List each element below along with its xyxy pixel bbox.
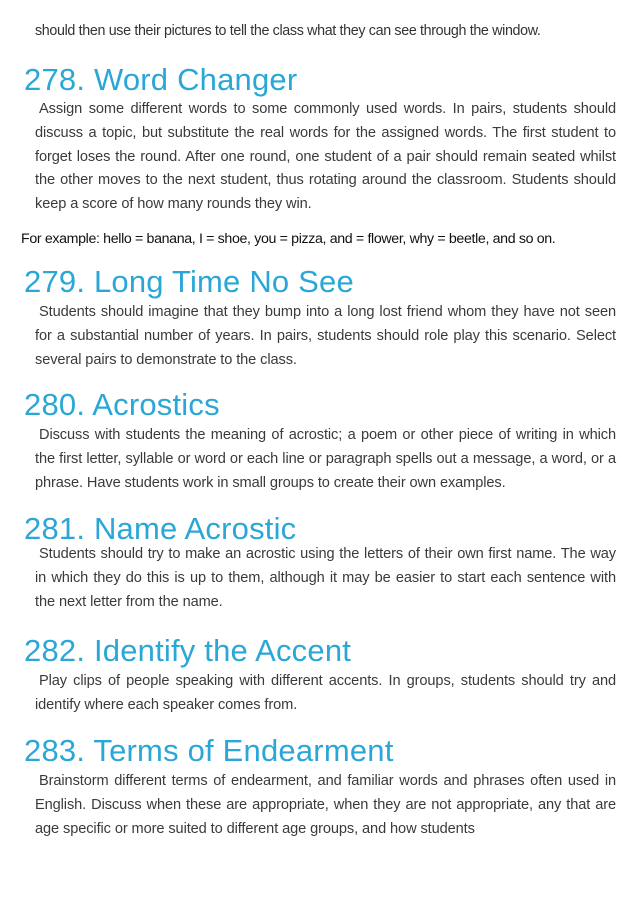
section-281-heading: 281. Name Acrostic bbox=[24, 511, 297, 546]
section-279-body: Students should imagine that they bump into a long lost friend whom they have not seen for a substantial number of years. In pairs, students should role play this scenario. Select several pairs to demonstrate to the class. bbox=[35, 304, 616, 368]
carryover-line: should then use their pictures to tell the class what they can see through the window. bbox=[35, 23, 541, 39]
section-280-heading: 280. Acrostics bbox=[24, 387, 220, 422]
section-282-body: Play clips of people speaking with different accents. In groups, students should try and identify where each speaker comes from. bbox=[35, 673, 616, 713]
section-279-heading: 279. Long Time No See bbox=[24, 264, 354, 299]
section-278-heading: 278. Word Changer bbox=[24, 62, 298, 97]
section-281-body: Students should try to make an acrostic using the letters of their own first name. The way in which they do this is up to them, although it may be easier to start each sentence with the next letter from the name. bbox=[35, 546, 616, 610]
section-278-example: For example: hello = banana, I = shoe, you = pizza, and = flower, why = beetle, and so on. bbox=[21, 231, 556, 247]
section-280-body: Discuss with students the meaning of acrostic; a poem or other piece of writing in which the first letter, syllable or word or each line or paragraph spells out a message, a word, or a phrase. Have students work in small groups to create their own examples. bbox=[35, 427, 616, 491]
section-283-heading: 283. Terms of Endearment bbox=[24, 733, 394, 768]
section-278-body: Assign some different words to some commonly used words. In pairs, students should discuss a topic, but substitute the real words for the assigned words. The first student to forget loses the round. After one round, one student of a pair should remain seated whilst the other moves to the next student, thus rotating around the classroom. Students should keep a score of how many rounds they win. bbox=[35, 101, 616, 213]
section-282-heading: 282. Identify the Accent bbox=[24, 633, 352, 668]
section-283-body: Brainstorm different terms of endearment, and familiar words and phrases often used in English. Discuss when these are appropriate, when they are not appropriate, any that are age specific or more suited to different age groups, and how students bbox=[35, 773, 616, 837]
